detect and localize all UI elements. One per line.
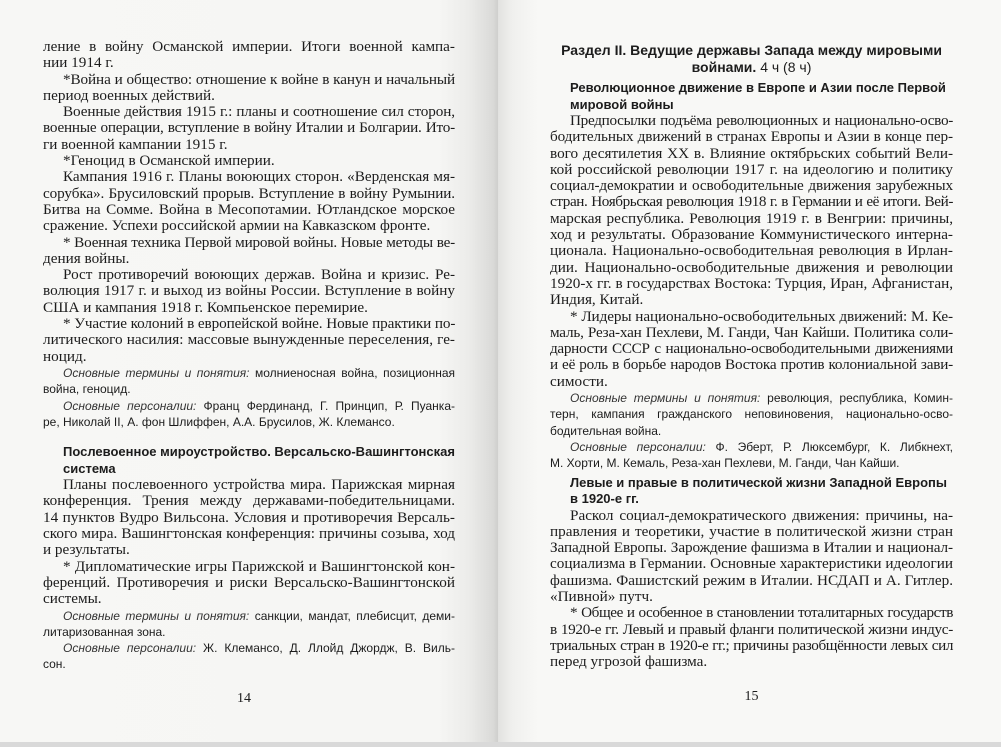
page-number: 14	[237, 690, 251, 706]
terms-label: Основные термины и понятия:	[570, 391, 761, 406]
terms-paragraph	[550, 390, 953, 439]
terms-paragraph	[43, 608, 455, 641]
text-line	[550, 390, 953, 406]
text-line: и результаты.	[43, 541, 130, 559]
section-heading	[550, 475, 953, 508]
section-title	[550, 42, 953, 76]
section-heading	[43, 444, 455, 477]
heading-line: Революционное движение в Европе и Азии после Первой	[570, 80, 946, 95]
text-line: ход и результаты. Образование Коммунистического интерна-	[550, 226, 953, 244]
heading-line: в 1920-е гг.	[570, 491, 639, 507]
text-line: маль, Реза-хан Пехлеви, М. Ганди, Чан Кайши. Политика соли-	[550, 323, 953, 341]
right-page	[498, 0, 1001, 742]
text-line: военные операции, вступление в войну Италии и Болгарии. Ито-	[43, 119, 455, 137]
paragraph	[43, 104, 455, 153]
terms-text: революция, республика, Комин-	[760, 391, 953, 406]
text-line: перед угрозой фашизма.	[550, 653, 708, 671]
text-line: М. Хорти, М. Кемаль, Реза-хан Пехлеви, М. Ганди, Чан Кайши.	[550, 456, 900, 471]
text-line: «Пивной» путч.	[550, 588, 653, 606]
text-line: *Война и общество: отношение к войне в канун и начальный	[63, 70, 455, 88]
terms-label: Основные термины и понятия:	[63, 608, 250, 623]
text-line: правления и теоретики, участие в политической жизни стран	[550, 522, 953, 540]
text-line: ференций. Противоречия и риски Версальско-Вашингтонской	[43, 573, 455, 591]
text-line: терн, кампания гражданского неповиновения, национально-осво-	[550, 407, 953, 422]
text-line: социал-демократии и освободительные движения зарубежных	[550, 177, 953, 195]
text-line: стран. Ноябрьская революция 1918 г. в Германии и её итоги. Вей-	[550, 193, 953, 211]
text-line: в 1920-е гг. Левый и правый фланги политической жизни индус-	[550, 620, 953, 638]
section-heading	[550, 80, 953, 113]
paragraph	[550, 605, 953, 670]
text-line: Военные действия 1915 г.: планы и соотношение сил сторон,	[63, 103, 455, 121]
terms-paragraph	[43, 640, 455, 673]
text-line: литического насилия: массовые вынужденные переселения, ге-	[43, 331, 455, 349]
text-line: * Лидеры национально-освободительных движений: М. Ке-	[570, 307, 953, 325]
text-line: сон.	[43, 657, 66, 672]
text-line: триальных стран в 1920-е гг.; причины разобщённости левых сил	[550, 636, 953, 654]
text-line: системы.	[43, 590, 102, 608]
text-line	[43, 365, 455, 381]
text-line: кой российской революции 1917 г. на идеологию и политику	[550, 160, 953, 178]
text-line: 14 пунктов Вудро Вильсона. Условия и противоречия Версаль-	[43, 508, 455, 526]
paragraph	[43, 235, 455, 268]
text-line	[43, 640, 455, 656]
text-line: и её роль в борьбе народов Востока против колониальной зави-	[550, 356, 953, 374]
terms-paragraph	[43, 365, 455, 398]
terms-text: молниеносная война, позиционная	[249, 365, 456, 380]
text-line: * Дипломатические игры Парижской и Вашингтонской кон-	[63, 557, 455, 575]
section-hours: 4 ч (8 ч)	[756, 59, 812, 75]
text-line: конференция. Трения между державами-победительницами.	[43, 492, 455, 510]
text-line	[550, 439, 953, 455]
text-line: сорубка». Брусиловский прорыв. Вступление в войну Румынии.	[43, 184, 455, 202]
terms-paragraph	[550, 439, 953, 472]
right-page-text	[550, 42, 953, 705]
paragraph	[43, 72, 455, 105]
text-line: ление в войну Османской империи. Итоги военной кампа-	[43, 38, 455, 55]
terms-text: Франц Фердинанд, Г. Принцип, Р. Пуанка-	[196, 398, 455, 413]
text-line: вого десятилетия XX в. Влияние октябрьских событий Вели-	[550, 144, 953, 162]
text-line: 1920-х гг. в государствах Востока: Турция, Иран, Афганистан,	[550, 274, 953, 292]
text-line: бодительных движений в странах Европы и Азии в конце пер-	[550, 128, 953, 146]
paragraph	[43, 559, 455, 608]
heading-line: система	[63, 460, 116, 476]
text-line: фашизма. Фашистский режим в Италии. НСДАП и А. Гитлер.	[550, 571, 953, 589]
heading-line: Левые и правые в политической жизни Западной Европы	[570, 474, 947, 490]
text-line: ноцид.	[43, 347, 87, 365]
terms-label: Основные персоналии:	[63, 641, 197, 656]
text-line: * Военная техника Первой мировой войны. Новые методы ве-	[63, 233, 455, 251]
paragraph	[43, 316, 455, 365]
text-line: нии 1914 г.	[43, 54, 114, 72]
text-line: литаризованная зона.	[43, 624, 166, 639]
text-line: период военных действий.	[43, 86, 215, 104]
section-title-line-2	[550, 59, 953, 76]
paragraph	[550, 508, 953, 606]
terms-label: Основные термины и понятия:	[63, 365, 250, 380]
terms-text: Ж. Клемансо, Д. Ллойд Джордж, В. Виль-	[196, 641, 455, 656]
text-line: *Геноцид в Османской империи.	[63, 152, 275, 170]
text-line: Раскол социал-демократического движения: причины, на-	[570, 506, 953, 524]
text-line: Индия, Китай.	[550, 291, 644, 309]
heading-line: Послевоенное мироустройство. Версальско-Вашингтонская	[63, 444, 455, 460]
text-line: марская республика. Революция 1919 г. в Венгрии: причины,	[550, 209, 953, 227]
text-line: * Общее и особенное в становлении тоталитарных государств	[570, 604, 953, 622]
text-line: дения войны.	[43, 249, 130, 267]
text-line: Планы послевоенного устройства мира. Парижская мирная	[63, 476, 455, 494]
text-line: ре, Николай II, А. фон Шлиффен, А.А. Брусилов, Ж. Клемансо.	[43, 414, 395, 429]
terms-text: Ф. Эберт, Р. Люксембург, К. Либкнехт,	[705, 439, 953, 454]
text-line: Кампания 1916 г. Планы воюющих сторон. «Верденская мя-	[63, 168, 455, 186]
terms-label: Основные персоналии:	[63, 398, 197, 413]
text-line: сражение. Успехи российской армии на Кавказском фронте.	[43, 217, 431, 235]
text-line: Рост противоречий воюющих держав. Война и кризис. Ре-	[63, 266, 455, 284]
text-line: Западной Европы. Зарождение фашизма в Италии и национал-	[550, 539, 953, 557]
text-line: ского мира. Вашингтонская конференция: причины созыва, ход	[43, 525, 455, 543]
text-line: * Участие колоний в европейской войне. Новые практики по-	[63, 315, 456, 333]
text-line	[43, 398, 455, 414]
paragraph	[43, 267, 455, 316]
text-line: волюция 1917 г. и выход из войны России. Вступление в войну	[43, 282, 455, 300]
text-line: ционала. Национально-освободительная революция в Ирлан-	[550, 242, 953, 260]
paragraph	[43, 169, 455, 234]
text-line: дарности СССР с национально-освободительными движениями	[550, 340, 953, 358]
spacer	[43, 430, 455, 444]
terms-text: санкции, мандат, плебисцит, деми-	[249, 608, 456, 623]
paragraph	[43, 39, 455, 72]
section-title-line: войнами.	[691, 59, 757, 75]
terms-label: Основные персоналии:	[570, 439, 706, 454]
text-line: ги военной кампании 1915 г.	[43, 135, 228, 153]
left-page	[0, 0, 498, 742]
left-page-text	[43, 39, 455, 707]
page-number: 15	[744, 688, 759, 704]
section-title-line: Раздел II. Ведущие державы Запада между мировыми	[561, 42, 942, 58]
text-line	[43, 608, 455, 624]
text-line: война, геноцид.	[43, 382, 131, 397]
text-line: Битва на Сомме. Война в Месопотамии. Ютландское морское	[43, 200, 455, 218]
text-line: социализма в Германии. Основные характеристики идеологии	[550, 555, 953, 573]
text-line: симости.	[550, 372, 608, 390]
paragraph	[43, 153, 455, 169]
text-line: дии. Национально-освободительные движения и революции	[550, 258, 953, 276]
terms-paragraph	[43, 398, 455, 431]
paragraph	[550, 113, 953, 309]
text-line: бодительная война.	[550, 423, 662, 438]
text-line: США и кампания 1918 г. Компьенское перемирие.	[43, 298, 368, 316]
text-line: Предпосылки подъёма революционных и национально-осво-	[570, 112, 953, 129]
heading-line: мировой войны	[570, 96, 674, 112]
paragraph	[43, 477, 455, 558]
paragraph	[550, 309, 953, 390]
